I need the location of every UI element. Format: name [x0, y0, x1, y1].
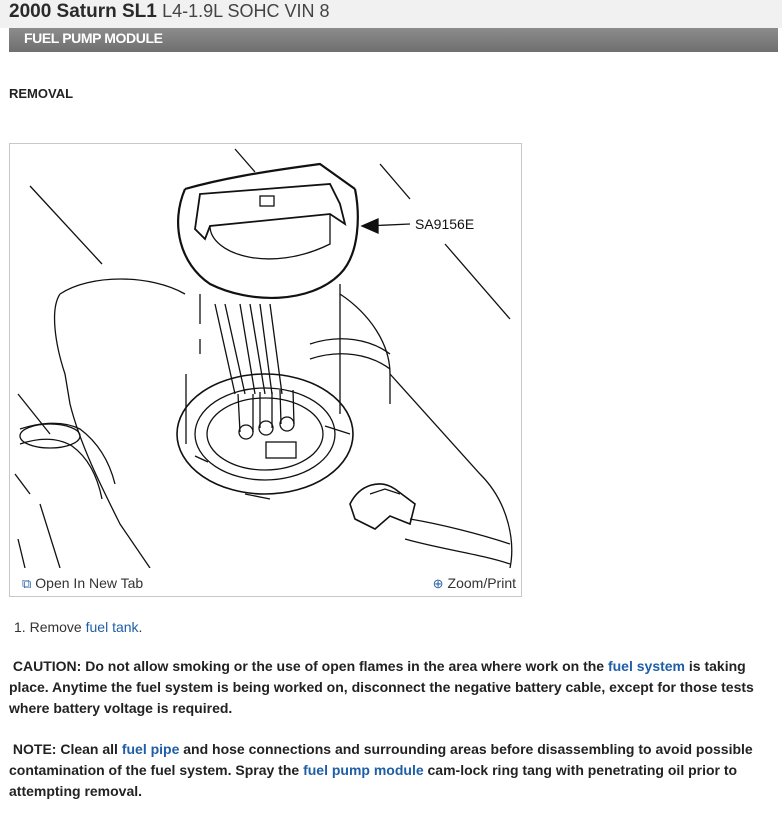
vehicle-name: 2000 Saturn SL1	[9, 1, 157, 22]
subheading-removal: REMOVAL	[9, 86, 74, 101]
open-in-new-tab-label: Open In New Tab	[35, 575, 144, 591]
fuel-system-link[interactable]: fuel system	[607, 658, 686, 674]
note-label: NOTE:	[12, 741, 57, 757]
step-text: Remove	[29, 619, 86, 635]
external-window-icon: ⧉	[22, 576, 32, 591]
note-text-1: Clean all	[56, 741, 122, 757]
section-title: FUEL PUMP MODULE	[24, 30, 163, 46]
step-number: 1.	[14, 619, 26, 635]
fuel-pipe-link[interactable]: fuel pipe	[121, 741, 180, 757]
caution-paragraph	[9, 656, 774, 719]
fuel-pump-module-link[interactable]: fuel pump module	[303, 762, 424, 778]
figure-container[interactable]	[9, 143, 522, 597]
zoom-print-label: Zoom/Print	[447, 575, 516, 591]
fuel-tank-link[interactable]: fuel tank	[85, 619, 139, 635]
step-item	[14, 619, 142, 635]
callout-label: SA9156E	[415, 216, 475, 232]
note-text-2: and hose connections and surrounding areas before disassembling to avoid possible contamination of the fuel system. Spray the	[9, 741, 753, 778]
caution-text-1: Do not allow smoking or the use of open flames in the area where work on the	[81, 658, 608, 674]
note-paragraph	[9, 739, 774, 802]
fuel-pump-diagram	[10, 144, 521, 568]
figure-footer	[11, 570, 520, 596]
zoom-in-icon: ⊕	[432, 576, 444, 591]
step-end: .	[138, 619, 143, 635]
caution-label: CAUTION:	[12, 658, 82, 674]
caution-text-2: is taking place. Anytime the fuel system is being worked on, disconnect the negative battery cable, except for those tests where battery voltage is required.	[9, 658, 754, 716]
engine-spec: L4-1.9L SOHC VIN 8	[162, 1, 330, 21]
zoom-print-link[interactable]	[433, 575, 516, 592]
vehicle-title	[9, 0, 330, 23]
section-header	[9, 28, 778, 52]
note-text-3: cam-lock ring tang with penetrating oil prior to attempting removal.	[9, 762, 738, 799]
open-in-new-tab-link[interactable]	[22, 575, 143, 592]
